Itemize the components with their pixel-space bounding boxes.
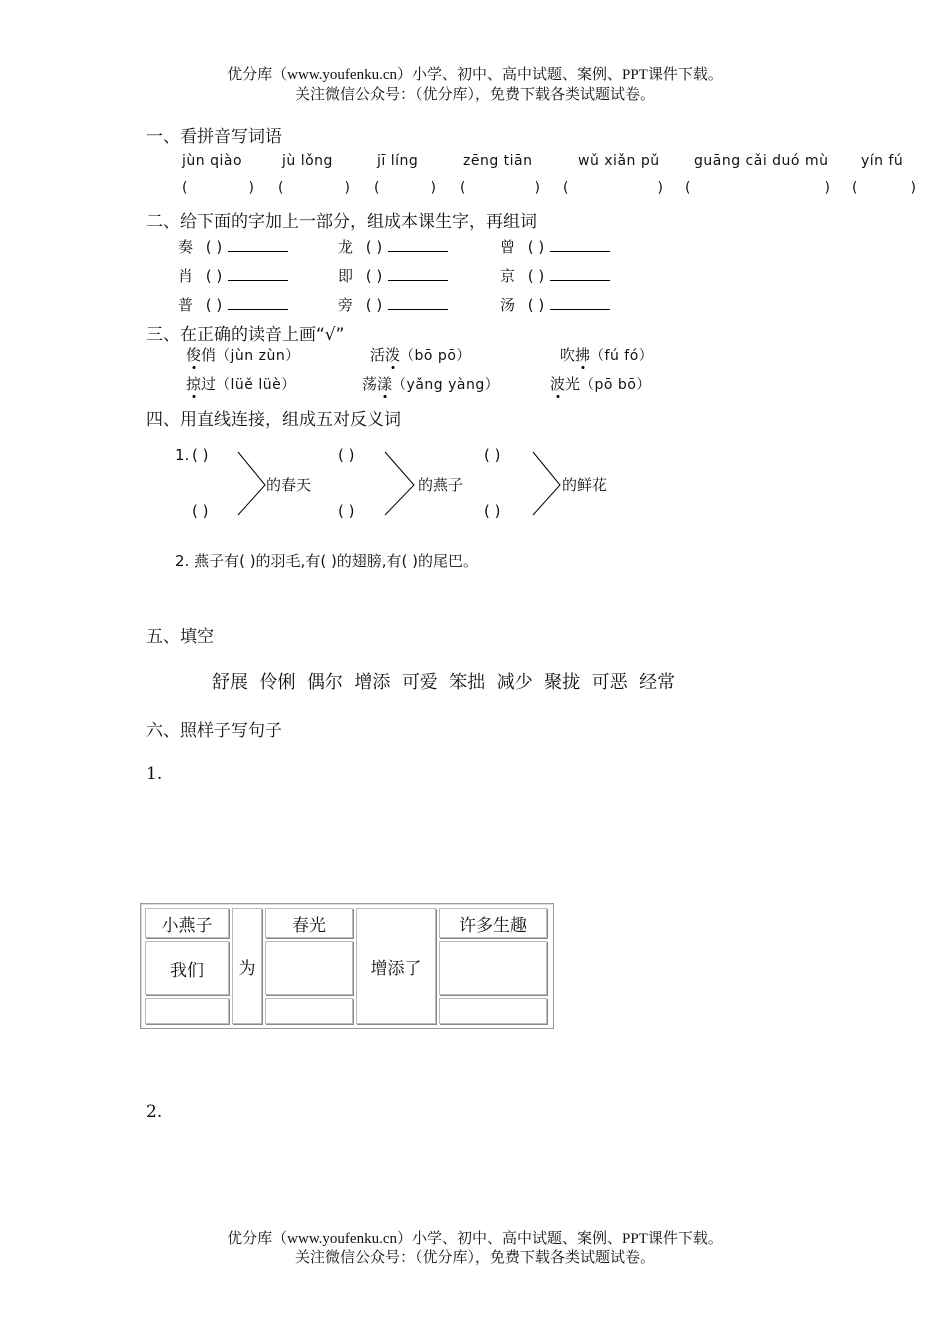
bracket-2 [385, 452, 414, 515]
q2-sentence: 2. 燕子有( )的羽毛,有( )的翅膀,有( )的尾巴。 [175, 552, 479, 570]
pinyin-1: jùn qiào [182, 153, 243, 169]
section-2-title: 二、给下面的字加上一部分，组成本课生字，再组词 [146, 212, 537, 232]
answer-paren-4[interactable]: ( ) [460, 180, 540, 196]
answer-paren-5[interactable]: ( ) [563, 180, 663, 196]
answer-paren-3[interactable]: ( ) [374, 180, 436, 196]
word: 可恶 [591, 672, 628, 693]
cell-object-3[interactable] [265, 998, 353, 1024]
antonym-paren-2b[interactable]: ( ) [338, 502, 355, 520]
q6-1-number: 1. [146, 764, 163, 784]
cell-object-2[interactable] [265, 941, 353, 995]
pron-item-1[interactable]: 俊俏（jùn zùn） [186, 346, 300, 364]
char-row2-2: 即 ( ) [338, 265, 448, 286]
q6-2-number: 2. [146, 1102, 163, 1122]
cell-subject-3[interactable] [145, 998, 229, 1024]
antonym-paren-1b[interactable]: ( ) [192, 502, 209, 520]
char-row2-1: 肖 ( ) [178, 265, 288, 286]
cell-zengtian: 增添了 [356, 908, 436, 1024]
pinyin-7: yín fú [861, 153, 904, 169]
header-line-1: 优分库（www.youfenku.cn）小学、初中、高中试题、案例、PPT课件下载。 [227, 67, 723, 83]
word: 经常 [639, 672, 676, 693]
pron-item-6[interactable]: 波光（pō bō） [550, 375, 651, 393]
char-row1-1: 奏 ( ) [178, 236, 288, 257]
word: 增添 [354, 672, 391, 693]
cell-subject-2: 我们 [145, 941, 229, 995]
word: 舒展 [212, 672, 248, 693]
q1-number: 1. [175, 446, 190, 464]
phrase-swallow: 的燕子 [418, 476, 464, 494]
header-line-2: 关注微信公众号：（优分库），免费下载各类试题试卷。 [294, 87, 655, 103]
antonym-paren-2a[interactable]: ( ) [338, 446, 355, 464]
answer-paren-2[interactable]: ( ) [278, 180, 350, 196]
pinyin-6: guāng cǎi duó mù [694, 153, 829, 169]
cell-result-3[interactable] [439, 998, 547, 1024]
pinyin-5: wǔ xiǎn pǔ [578, 153, 660, 169]
section-6-title: 六、照样子写句子 [146, 721, 282, 741]
bracket-lines [0, 0, 950, 600]
word: 聚拢 [544, 672, 581, 693]
cell-result-2[interactable] [439, 941, 547, 995]
phrase-spring: 的春天 [266, 476, 312, 494]
char-row1-3: 曾 ( ) [500, 236, 610, 257]
section-3-title: 三、在正确的读音上画“√” [146, 325, 345, 345]
bracket-1 [238, 452, 265, 515]
word: 偶尔 [306, 672, 343, 693]
footer-line-2: 关注微信公众号：（优分库），免费下载各类试题试卷。 [294, 1250, 655, 1266]
section-5-title: 五、填空 [146, 627, 214, 647]
char-row1-2: 龙 ( ) [338, 236, 448, 257]
pinyin-3: jī líng [377, 153, 419, 169]
cell-wei: 为 [232, 908, 262, 1024]
word: 笨拙 [449, 672, 486, 693]
antonym-paren-3b[interactable]: ( ) [484, 502, 501, 520]
section-4-title: 四、用直线连接，组成五对反义词 [146, 410, 401, 430]
pron-item-3[interactable]: 吹拂（fú fó） [560, 346, 654, 364]
pron-item-2[interactable]: 活泼（bō pō） [370, 346, 471, 364]
word: 可爱 [401, 672, 438, 693]
bracket-3 [533, 452, 560, 515]
answer-paren-1[interactable]: ( ) [182, 180, 254, 196]
pron-item-5[interactable]: 荡漾（yǎng yàng） [362, 375, 500, 393]
pinyin-4: zēng tiān [463, 153, 533, 169]
footer-line-1: 优分库（www.youfenku.cn）小学、初中、高中试题、案例、PPT课件下载。 [227, 1231, 723, 1247]
antonym-paren-1a[interactable]: ( ) [192, 446, 209, 464]
cell-result-1: 许多生趣 [439, 908, 547, 938]
word-bank [212, 668, 675, 694]
cell-object-1: 春光 [265, 908, 353, 938]
word: 伶俐 [259, 672, 296, 693]
char-row2-3: 京 ( ) [500, 265, 610, 286]
section-1-title: 一、看拼音写词语 [146, 127, 282, 147]
pron-item-4[interactable]: 掠过（lüě lüè） [186, 375, 296, 393]
phrase-flower: 的鲜花 [562, 476, 608, 494]
answer-paren-7[interactable]: ( ) [852, 180, 916, 196]
word: 减少 [496, 672, 533, 693]
char-row3-1: 普 ( ) [178, 294, 288, 315]
char-row3-2: 旁 ( ) [338, 294, 448, 315]
answer-paren-6[interactable]: ( ) [685, 180, 830, 196]
pinyin-2: jù lǒng [282, 153, 333, 169]
cell-subject-1: 小燕子 [145, 908, 229, 938]
char-row3-3: 汤 ( ) [500, 294, 610, 315]
antonym-paren-3a[interactable]: ( ) [484, 446, 501, 464]
sentence-table [140, 903, 554, 1029]
